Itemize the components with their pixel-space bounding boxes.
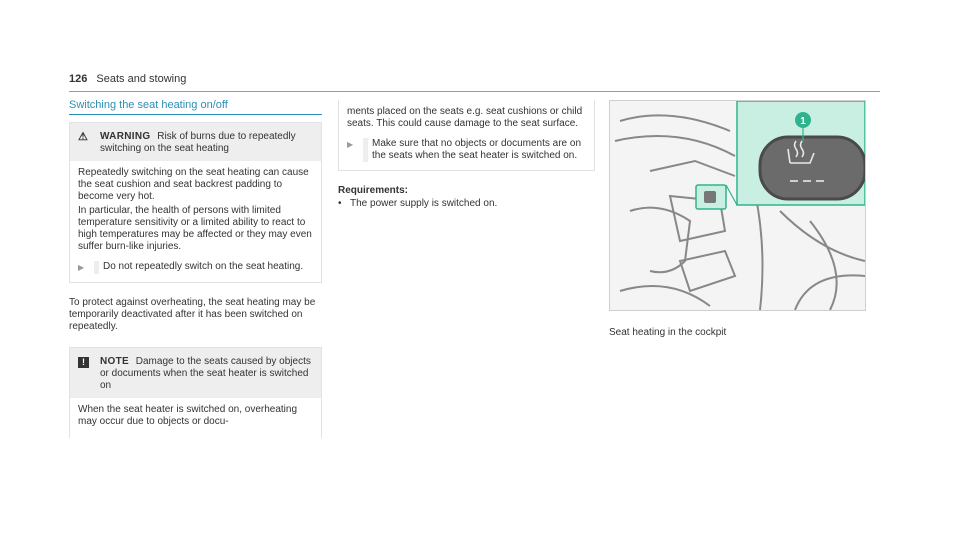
warning-box — [69, 122, 322, 283]
column-left — [69, 99, 322, 438]
warning-paragraph: Repeatedly switching on the seat heating can cause the seat cushion and seat backrest padding to become very hot. — [78, 167, 309, 202]
warning-action-text: Do not repeatedly switch on the seat heating. — [94, 261, 313, 274]
note-paragraph-part1: When the seat heater is switched on, overheating may occur due to objects or docu- — [78, 404, 298, 427]
column-middle — [338, 100, 595, 210]
bullet-dot-icon: • — [338, 198, 342, 209]
warning-paragraph: In particular, the health of persons with limited temperature sensitivity or a limited ability to react to high temperatures may be affected or they may even suffer burn-like injuries. — [78, 205, 312, 252]
note-exclamation-icon: ! — [78, 356, 100, 392]
column-right — [609, 100, 864, 338]
requirements-heading: Requirements: — [338, 185, 409, 196]
note-body-continued — [339, 100, 594, 170]
note-paragraph-part2: ments placed on the seats e.g. seat cushions or child seats. This could cause damage to the seat surface. — [347, 106, 583, 129]
arrow-bullet-icon: ▶ — [78, 263, 85, 272]
figure-caption: Seat heating in the cockpit — [609, 327, 727, 338]
note-action — [347, 138, 586, 162]
warning-label: WARNING — [100, 131, 151, 142]
warning-triangle-icon: ⚠ — [78, 131, 88, 143]
figure-callout-number: 1 — [800, 116, 806, 127]
requirement-item — [338, 198, 595, 210]
section-title: Switching the seat heating on/off — [69, 99, 322, 115]
warning-body — [70, 161, 321, 282]
requirement-text: The power supply is switched on. — [350, 198, 498, 209]
note-label: NOTE — [100, 356, 129, 367]
body-paragraph: To protect against overheating, the seat heating may be temporarily deactivated after it has been switched on repeatedly. — [69, 297, 316, 332]
note-box — [69, 347, 322, 438]
arrow-bullet-icon: ▶ — [347, 140, 354, 149]
warning-summary: Risk of burns due to repeatedly switching on the seat heating — [100, 131, 296, 154]
cockpit-illustration — [610, 101, 865, 310]
cockpit-figure — [609, 100, 866, 311]
note-action-text: Make sure that no objects or documents are on the seats when the seat heater is switched on. — [363, 138, 586, 162]
note-summary: Damage to the seats caused by objects or documents when the seat heater is switched on — [100, 356, 311, 391]
note-box-continued — [338, 100, 595, 171]
note-header — [70, 348, 321, 398]
chapter-title: Seats and stowing — [96, 73, 187, 85]
note-body — [70, 398, 321, 438]
page-header — [69, 73, 880, 92]
warning-action — [78, 261, 313, 274]
page-number: 126 — [69, 73, 88, 85]
warning-header — [70, 123, 321, 161]
